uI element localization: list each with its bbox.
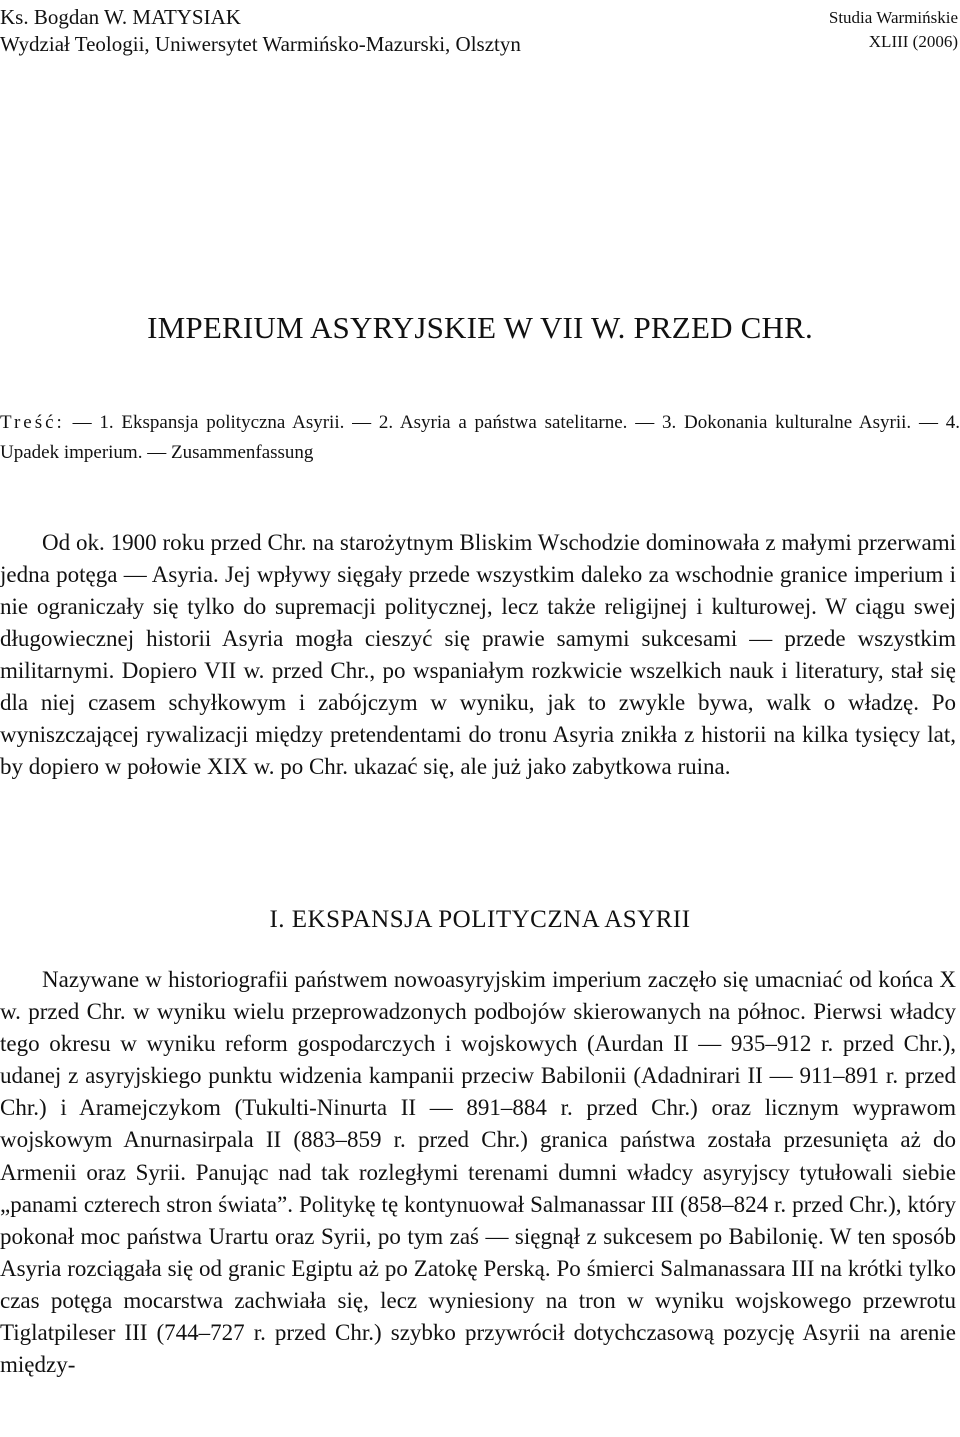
author-block	[0, 4, 521, 58]
toc-label: Treść:	[0, 412, 65, 433]
toc-entries: — 1. Ekspansja polityczna Asyrii. — 2. Asyria a państwa satelitarne. — 3. Dokonania kulturalne Asyrii. — 4. Upadek imperium. — Zusammenfassung	[0, 412, 960, 463]
journal-volume: XLIII (2006)	[868, 32, 958, 51]
author-name: Ks. Bogdan W. MATYSIAK	[0, 5, 241, 29]
intro-paragraph: Od ok. 1900 roku przed Chr. na starożytnym Bliskim Wschodzie dominowała z małymi przerwami jedna potęga — Asyria. Jej wpływy sięgały przede wszystkim daleko za wschodnie granice imperium i nie ograniczały się tylko do supremacji politycznej, lecz także religijnej i kulturowej. W ciągu swej długowiecznej historii Asyria mogła cieszyć się prawie samymi sukcesami — przede wszystkim militarnymi. Dopiero VII w. przed Chr., po wspaniałym rozkwicie wszelkich nauk i literatury, stał się dla niej czasem schyłkowym i zabójczym w wyniku, jak to zwykle bywa, walk o władzę. Po wyniszczającej rywalizacji między pretendentami do tronu Asyria znikła z historii na kilka tysięcy lat, by dopiero w połowie XIX w. po Chr. ukazać się, ale już jako zabytkowa ruina.	[0, 530, 956, 779]
journal-block	[829, 6, 958, 54]
journal-name: Studia Warmińskie	[828, 8, 958, 27]
table-of-contents	[0, 408, 960, 468]
section-heading: I. EKSPANSJA POLITYCZNA ASYRII	[269, 906, 691, 933]
section-paragraph: Nazywane w historiografii państwem nowoasyryjskim imperium zaczęło się umacniać od końca X w. przed Chr. w wyniku wielu przeprowadzonych podbojów skierowanych na północ. Pierwsi władcy tego okresu w wyniku reform gospodarczych i wojskowych (Aurdan II — 935–912 r. przed Chr.), udanej z asyryjskiego punktu widzenia kampanii przeciw Babilonii (Adadnirari II — 911–891 r. przed Chr.) i Aramejczykom (Tukulti-Ninurta II — 891–884 r. przed Chr.) oraz licznym wyprawom wojskowym Anurnasirpala II (883–859 r. przed Chr.) granica państwa została przesunięta aż do Armenii oraz Syrii. Panując nad tak rozległymi terenami dumni władcy asyryjscy tytułowali siebie „panami czterech stron świata”. Politykę tę kontynuował Salmanassar III (858–824 r. przed Chr.), który pokonał moc państwa Urartu oraz Syrii, po tym zaś — sięgnął z sukcesem po Babilonię. W ten sposób Asyria rozciągała się od granic Egiptu aż po Zatokę Perską. Po śmierci Salmanassara III na krótki tylko czas potęga mocarstwa zachwiała się, lecz wyniesiony na tron w wyniku wojskowego przewrotu Tiglatpileser III (744–727 r. przed Chr.) szybko przywrócił dotychczasową pozycję Asyrii na arenie między-	[0, 967, 956, 1378]
article-title: IMPERIUM ASYRYJSKIE W VII W. PRZED CHR.	[147, 310, 813, 345]
author-affiliation: Wydział Teologii, Uniwersytet Warmińsko-Mazurski, Olsztyn	[0, 32, 521, 56]
